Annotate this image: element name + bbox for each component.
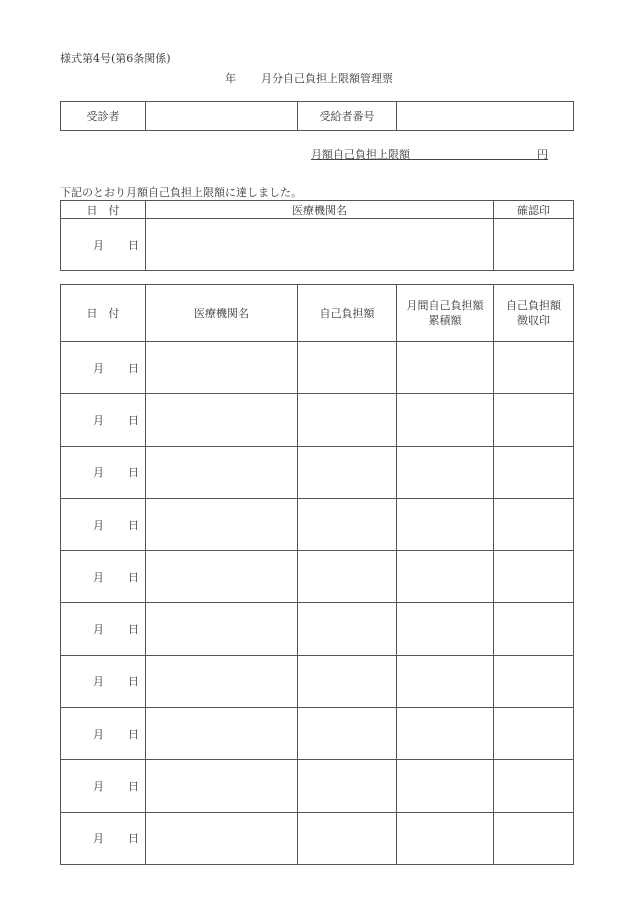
collection-seal-cell[interactable]: [494, 655, 574, 707]
col-copayment: 自己負担額: [298, 285, 397, 342]
table-row: [61, 655, 574, 707]
collection-seal-cell[interactable]: [494, 446, 574, 498]
month-label: 月: [93, 780, 104, 794]
patient-field[interactable]: [146, 102, 298, 131]
col-institution: 医療機関名: [146, 285, 298, 342]
day-label: 日: [128, 413, 139, 427]
copayment-cell[interactable]: [298, 446, 397, 498]
month-label: 月: [93, 570, 104, 584]
monthly-cumulative-cell[interactable]: [397, 603, 494, 655]
month-label: 月: [93, 238, 104, 252]
col-monthly-cumulative-line2: 累積額: [428, 314, 462, 327]
institution-cell[interactable]: [146, 655, 298, 707]
copayment-cell[interactable]: [298, 655, 397, 707]
collection-seal-cell[interactable]: [494, 498, 574, 550]
table-row: [61, 760, 574, 812]
collection-seal-cell[interactable]: [494, 394, 574, 446]
col-monthly-cumulative: [397, 285, 494, 342]
col-collection-seal-line1: 自己負担額: [506, 299, 561, 312]
col-monthly-cumulative-line1: 月間自己負担額: [406, 299, 484, 312]
copayment-cell[interactable]: [298, 394, 397, 446]
day-label: 日: [128, 361, 139, 375]
monthly-cumulative-cell[interactable]: [397, 498, 494, 550]
date-cell[interactable]: [61, 551, 146, 603]
col-confirm-seal: 確認印: [494, 201, 574, 219]
table-row: [61, 446, 574, 498]
institution-cell[interactable]: [146, 812, 298, 864]
institution-cell[interactable]: [146, 446, 298, 498]
day-label: 日: [128, 780, 139, 794]
col-collection-seal: [494, 285, 574, 342]
institution-cell[interactable]: [146, 219, 494, 271]
date-cell[interactable]: [61, 812, 146, 864]
month-label: 月: [93, 466, 104, 480]
month-label: 月: [93, 518, 104, 532]
col-date: 日 付: [61, 201, 146, 219]
confirm-seal-cell[interactable]: [494, 219, 574, 271]
table-row: [61, 342, 574, 394]
month-label: 月: [93, 727, 104, 741]
day-label: 日: [128, 238, 139, 252]
copayment-cell[interactable]: [298, 812, 397, 864]
month-label: 月: [93, 413, 104, 427]
collection-seal-cell[interactable]: [494, 551, 574, 603]
copayment-cell[interactable]: [298, 708, 397, 760]
copayment-cell[interactable]: [298, 498, 397, 550]
month-label: 月: [93, 361, 104, 375]
patient-label: 受診者: [61, 102, 146, 131]
date-cell[interactable]: [61, 446, 146, 498]
copayment-cell[interactable]: [298, 342, 397, 394]
copayment-cell[interactable]: [298, 551, 397, 603]
col-date: 日 付: [61, 285, 146, 342]
day-label: 日: [128, 832, 139, 846]
table-row: [61, 394, 574, 446]
copayment-cell[interactable]: [298, 760, 397, 812]
institution-cell[interactable]: [146, 551, 298, 603]
date-cell[interactable]: [61, 219, 146, 271]
collection-seal-cell[interactable]: [494, 603, 574, 655]
monthly-cumulative-cell[interactable]: [397, 812, 494, 864]
recipient-table: [60, 101, 574, 131]
notice-text: 下記のとおり月額自己負担上限額に達しました。: [60, 186, 302, 199]
day-label: 日: [128, 518, 139, 532]
monthly-cumulative-cell[interactable]: [397, 708, 494, 760]
col-collection-seal-line2: 徴収印: [517, 314, 550, 327]
copayment-cell[interactable]: [298, 603, 397, 655]
date-cell[interactable]: [61, 394, 146, 446]
recipient-number-label: 受給者番号: [298, 102, 397, 131]
table-row: [61, 498, 574, 550]
table-row: [61, 708, 574, 760]
monthly-cumulative-cell[interactable]: [397, 342, 494, 394]
month-label: 月: [93, 832, 104, 846]
collection-seal-cell[interactable]: [494, 342, 574, 394]
month-label: 月: [93, 623, 104, 637]
monthly-cumulative-cell[interactable]: [397, 551, 494, 603]
collection-seal-cell[interactable]: [494, 760, 574, 812]
title-year-label: 年: [225, 72, 236, 85]
collection-seal-cell[interactable]: [494, 812, 574, 864]
month-label: 月: [93, 675, 104, 689]
day-label: 日: [128, 727, 139, 741]
monthly-cumulative-cell[interactable]: [397, 760, 494, 812]
date-cell[interactable]: [61, 603, 146, 655]
table-row: [61, 551, 574, 603]
yen-unit: 円: [537, 148, 548, 161]
monthly-cumulative-cell[interactable]: [397, 655, 494, 707]
ledger-table: [60, 284, 574, 865]
monthly-cumulative-cell[interactable]: [397, 446, 494, 498]
table-row: [61, 603, 574, 655]
institution-cell[interactable]: [146, 394, 298, 446]
date-cell[interactable]: [61, 498, 146, 550]
table-row: [61, 219, 574, 271]
institution-cell[interactable]: [146, 760, 298, 812]
monthly-cumulative-cell[interactable]: [397, 394, 494, 446]
day-label: 日: [128, 570, 139, 584]
date-cell[interactable]: [61, 655, 146, 707]
form-number: 様式第4号(第6条関係): [60, 52, 171, 65]
recipient-number-field[interactable]: [397, 102, 574, 131]
monthly-limit-line[interactable]: [311, 146, 548, 160]
institution-cell[interactable]: [146, 498, 298, 550]
collection-seal-cell[interactable]: [494, 708, 574, 760]
table-row: [61, 812, 574, 864]
date-cell[interactable]: [61, 708, 146, 760]
date-cell[interactable]: [61, 760, 146, 812]
institution-cell[interactable]: [146, 603, 298, 655]
date-cell[interactable]: [61, 342, 146, 394]
institution-cell[interactable]: [146, 708, 298, 760]
monthly-limit-label: 月額自己負担上限額: [311, 148, 410, 161]
day-label: 日: [128, 466, 139, 480]
limit-reached-table: [60, 200, 574, 271]
day-label: 日: [128, 623, 139, 637]
institution-cell[interactable]: [146, 342, 298, 394]
page-title: 月分自己負担上限額管理票: [261, 72, 393, 85]
col-institution: 医療機関名: [146, 201, 494, 219]
day-label: 日: [128, 675, 139, 689]
